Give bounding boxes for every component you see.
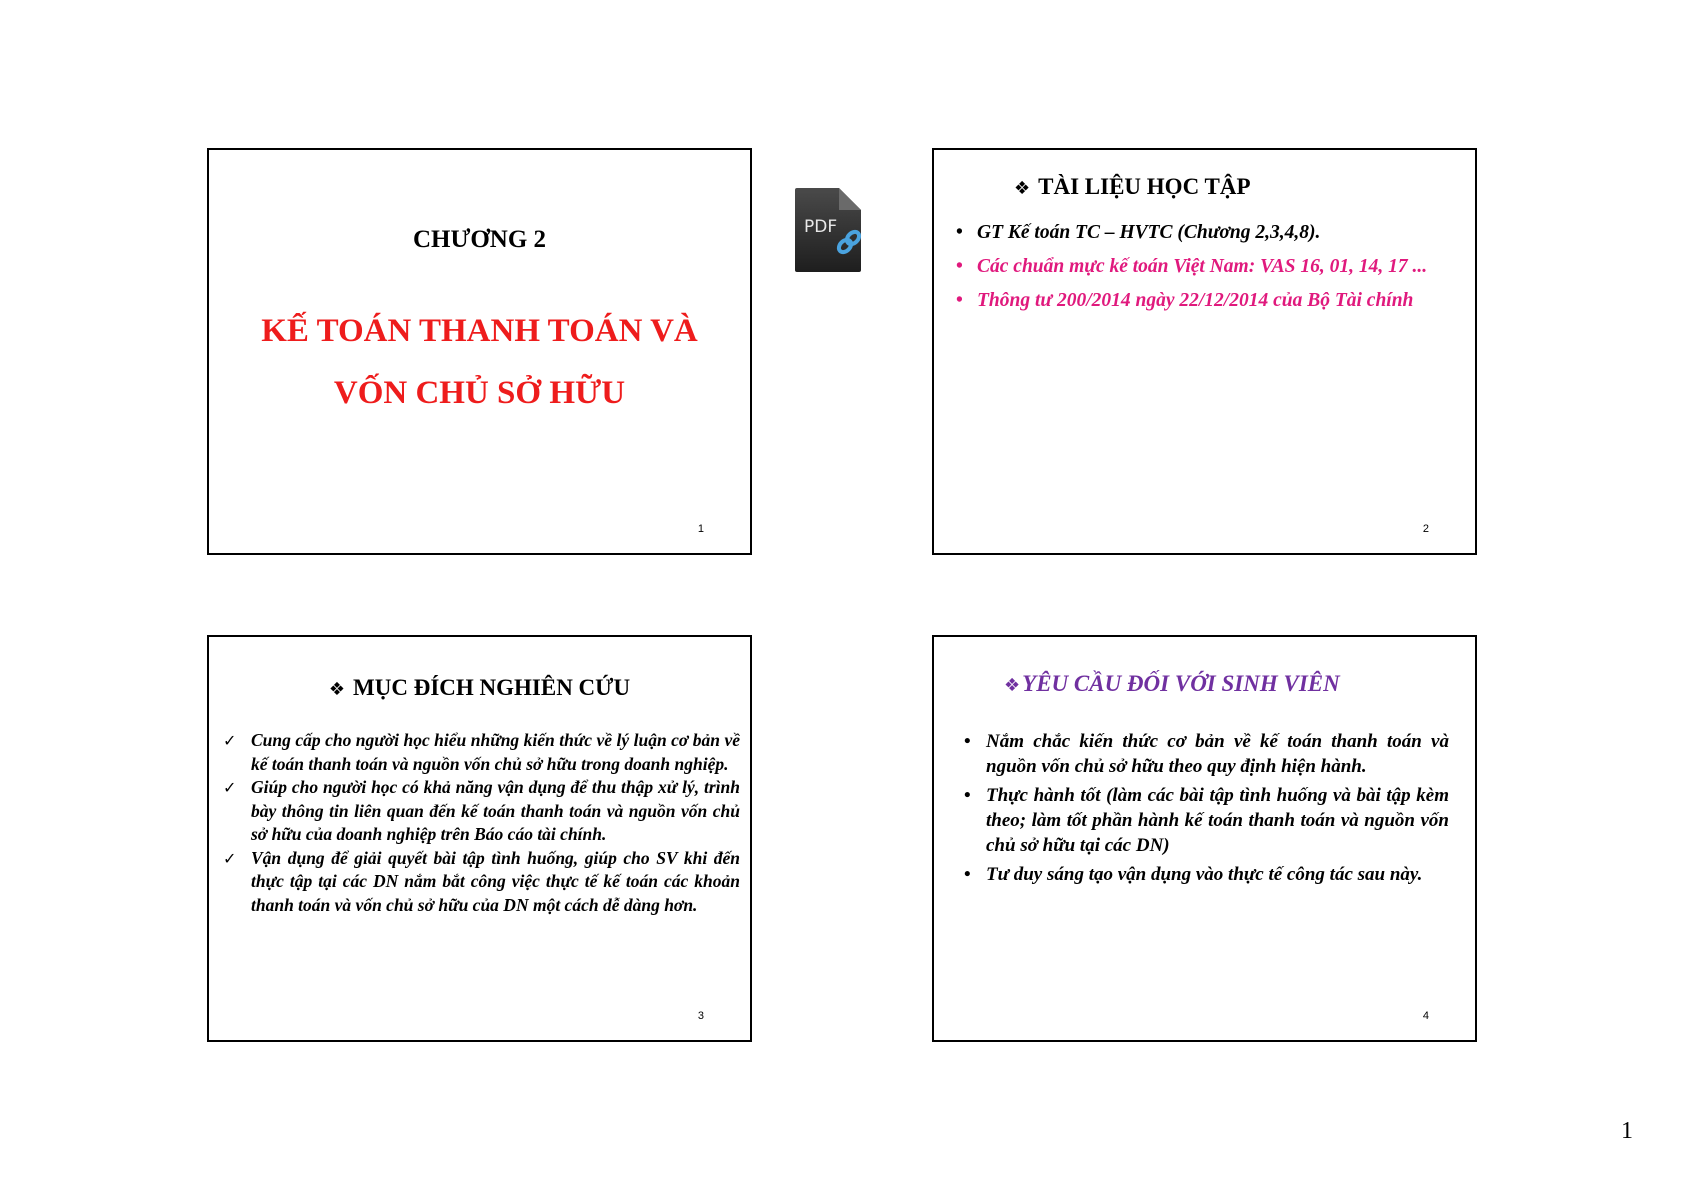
- chapter-title-line-1: KẾ TOÁN THANH TOÁN VÀ: [261, 313, 698, 349]
- chapter-title-line-2: VỐN CHỦ SỞ HỮU: [333, 375, 626, 411]
- pdf-link-icon[interactable]: [793, 186, 863, 274]
- bullet-dot-icon: •: [964, 731, 971, 752]
- checkmark-icon: ✓: [223, 778, 237, 797]
- bullet-dot-icon: •: [956, 222, 963, 243]
- slide-number: 2: [1422, 523, 1429, 535]
- slide-heading: ❖YÊU CẦU ĐỐI VỚI SINH VIÊN: [1004, 671, 1340, 696]
- bullet-dot-icon: •: [964, 785, 971, 806]
- list-item: • Thực hành tốt (làm các bài tập tình huống và bài tập kèm theo; làm tốt phần hành kế toán thanh toán và nguồn vốn chủ sở hữu tại các DN): [964, 785, 1449, 856]
- bullet-list: [956, 220, 1465, 322]
- list-item: • Các chuẩn mực kế toán Việt Nam: VAS 16, 01, 14, 17 ...: [956, 254, 1465, 280]
- slide-number: 1: [697, 523, 704, 535]
- slide-4: [932, 635, 1477, 1042]
- list-item: ✓ Vận dụng để giải quyết bài tập tình huống, giúp cho SV khi đến thực tập tại các DN nắm bắt công việc thực tế kế toán các khoản thanh toán và vốn chủ sở hữu của DN một cách dễ dàng hơn.: [223, 847, 740, 915]
- chapter-title: [209, 300, 750, 424]
- list-item: ✓ Giúp cho người học có khả năng vận dụng để thu thập xử lý, trình bày thông tin liên quan đến kế toán thanh toán và nguồn vốn chủ sở hữu của doanh nghiệp trên Báo cáo tài chính.: [223, 777, 740, 844]
- diamond-bullet-icon: ❖: [1004, 675, 1021, 696]
- bullet-dot-icon: •: [956, 290, 963, 311]
- slide-3: [207, 635, 752, 1042]
- pdf-icon-label: PDF: [804, 217, 838, 237]
- list-item: • Thông tư 200/2014 ngày 22/12/2014 của Bộ Tài chính: [956, 288, 1465, 314]
- slide-number: 3: [697, 1010, 704, 1022]
- diamond-bullet-icon: ❖: [328, 679, 346, 700]
- page-number: 1: [1621, 1118, 1633, 1144]
- list-item: • Nắm chắc kiến thức cơ bản về kế toán thanh toán và nguồn vốn chủ sở hữu theo quy định hiện hành.: [964, 731, 1449, 777]
- chapter-label: CHƯƠNG 2: [412, 226, 547, 253]
- slide-heading: ❖ TÀI LIỆU HỌC TẬP: [1014, 174, 1251, 199]
- bullet-dot-icon: •: [956, 256, 963, 277]
- bullet-dot-icon: •: [964, 864, 971, 885]
- slide-1: [207, 148, 752, 555]
- slide-heading: ❖ MỤC ĐÍCH NGHIÊN CỨU: [328, 675, 631, 700]
- bullet-list: [964, 729, 1449, 891]
- slide-number: 4: [1422, 1010, 1429, 1022]
- slide-2: [932, 148, 1477, 555]
- list-item: • GT Kế toán TC – HVTC (Chương 2,3,4,8).: [956, 220, 1465, 246]
- list-item: ✓ Cung cấp cho người học hiểu những kiến thức về lý luận cơ bản về kế toán thanh toán và nguồn vốn chủ sở hữu trong doanh nghiệp.: [223, 730, 740, 774]
- list-item: • Tư duy sáng tạo vận dụng vào thực tế công tác sau này.: [964, 864, 1423, 885]
- check-list: [223, 729, 740, 917]
- checkmark-icon: ✓: [223, 731, 237, 750]
- diamond-bullet-icon: ❖: [1014, 178, 1031, 199]
- checkmark-icon: ✓: [223, 848, 237, 868]
